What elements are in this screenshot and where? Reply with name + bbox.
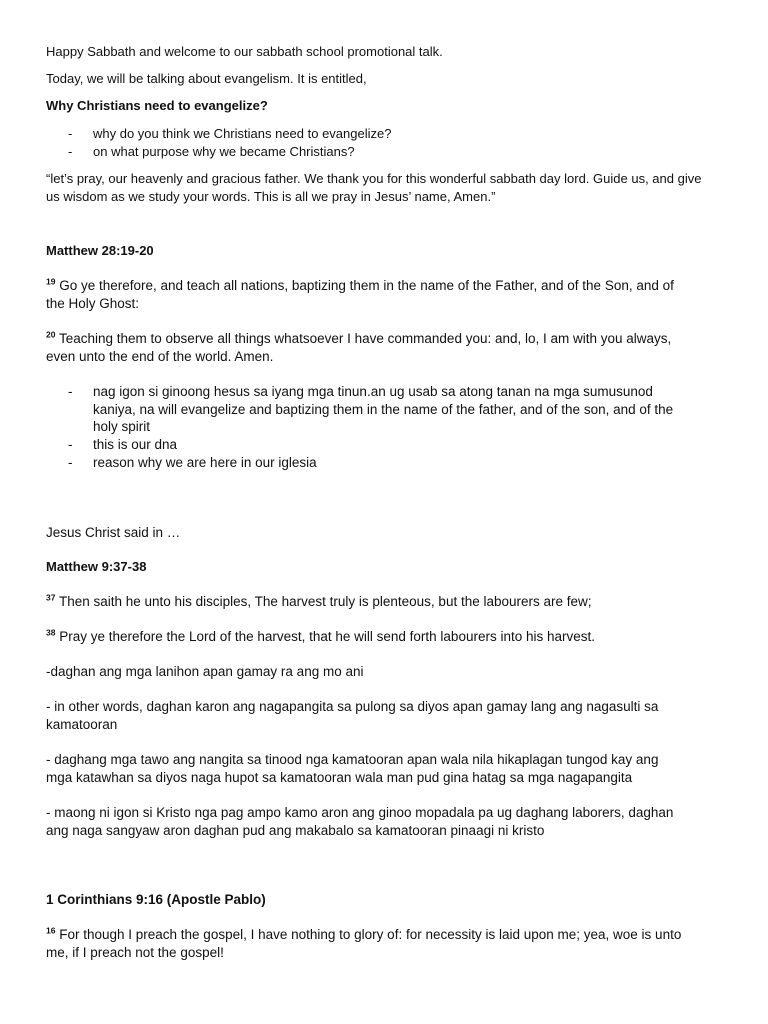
bullet-dash: - — [68, 126, 73, 141]
verse-number: 38 — [46, 627, 56, 638]
greeting-text: Happy Sabbath and welcome to our sabbath school promotional talk. — [46, 44, 443, 59]
comment-text: - in other words, daghan karon ang nagapangita sa pulong sa diyos apan gamay lang ang nagasulti sa — [46, 699, 659, 714]
verse-body: Then saith he unto his disciples, The harvest truly is plenteous, but the labourers are few; — [55, 594, 592, 609]
jesus-said-text: Jesus Christ said in … — [46, 525, 181, 540]
question-item: why do you think we Christians need to evangelize? — [93, 126, 392, 141]
verse-text-cont: me, if I preach not the gospel! — [46, 945, 224, 960]
verse-text — [46, 330, 671, 348]
comment-text: -daghan ang mga lanihon apan gamay ra ang mo ani — [46, 664, 364, 679]
verse-text-cont: the Holy Ghost: — [46, 296, 140, 311]
talk-title: Why Christians need to evangelize? — [46, 98, 268, 113]
note-item-cont: holy spirit — [93, 419, 151, 434]
note-item: reason why we are here in our iglesia — [93, 455, 317, 470]
scripture-heading: Matthew 9:37-38 — [46, 559, 147, 574]
verse-number: 37 — [46, 592, 56, 603]
comment-text-cont: kamatooran — [46, 717, 118, 732]
verse-text-cont: even unto the end of the world. Amen. — [46, 349, 274, 364]
scripture-heading: Matthew 28:19-20 — [46, 243, 154, 258]
verse-body: Pray ye therefore the Lord of the harvest, that he will send forth labourers into his harvest. — [55, 629, 596, 644]
verse-text — [46, 628, 595, 646]
note-item: nag igon si ginoong hesus sa iyang mga tinun.an ug usab sa atong tanan na mga sumusunod — [93, 384, 653, 399]
verse-number: 19 — [46, 276, 56, 287]
comment-text-cont: mga katawhan sa diyos naga hupot sa kamatooran wala man pud gina hatag sa mga nagapangita — [46, 770, 633, 785]
note-item-cont: kaniya, na will evangelize and baptizing them in the name of the father, and of the son, and of the — [93, 402, 674, 417]
verse-text — [46, 593, 592, 611]
bullet-dash: - — [68, 455, 73, 470]
comment-text: - daghang mga tawo ang nangita sa tinood nga kamatooran apan wala nila hikaplagan tungod kay ang — [46, 752, 659, 767]
prayer-line: “let’s pray, our heavenly and gracious father. We thank you for this wonderful sabbath day lord. Guide us, and give — [46, 171, 702, 186]
scripture-heading: 1 Corinthians 9:16 (Apostle Pablo) — [46, 892, 266, 907]
verse-body: For though I preach the gospel, I have nothing to glory of: for necessity is laid upon me; yea, woe is unto — [55, 927, 682, 942]
verse-number: 16 — [46, 925, 56, 936]
verse-number: 20 — [46, 329, 56, 340]
comment-text: - maong ni igon si Kristo nga pag ampo kamo aron ang ginoo mopadala pa ug daghang laborers, daghan — [46, 805, 674, 820]
verse-text — [46, 277, 674, 295]
verse-text — [46, 926, 681, 944]
bullet-dash: - — [68, 437, 73, 452]
question-item: on what purpose why we became Christians? — [93, 144, 355, 159]
note-item: this is our dna — [93, 437, 178, 452]
prayer-line: us wisdom as we study your words. This is all we pray in Jesus’ name, Amen.” — [46, 189, 496, 204]
bullet-dash: - — [68, 384, 73, 399]
verse-body: Go ye therefore, and teach all nations, baptizing them in the name of the Father, and of the Son, and of — [55, 278, 674, 293]
topic-line: Today, we will be talking about evangelism. It is entitled, — [46, 71, 367, 86]
bullet-dash: - — [68, 144, 73, 159]
comment-text-cont: ang naga sangyaw aron daghan pud ang makabalo sa kamatooran pinaagi ni kristo — [46, 823, 545, 838]
verse-body: Teaching them to observe all things whatsoever I have commanded you: and, lo, I am with you always, — [55, 331, 672, 346]
